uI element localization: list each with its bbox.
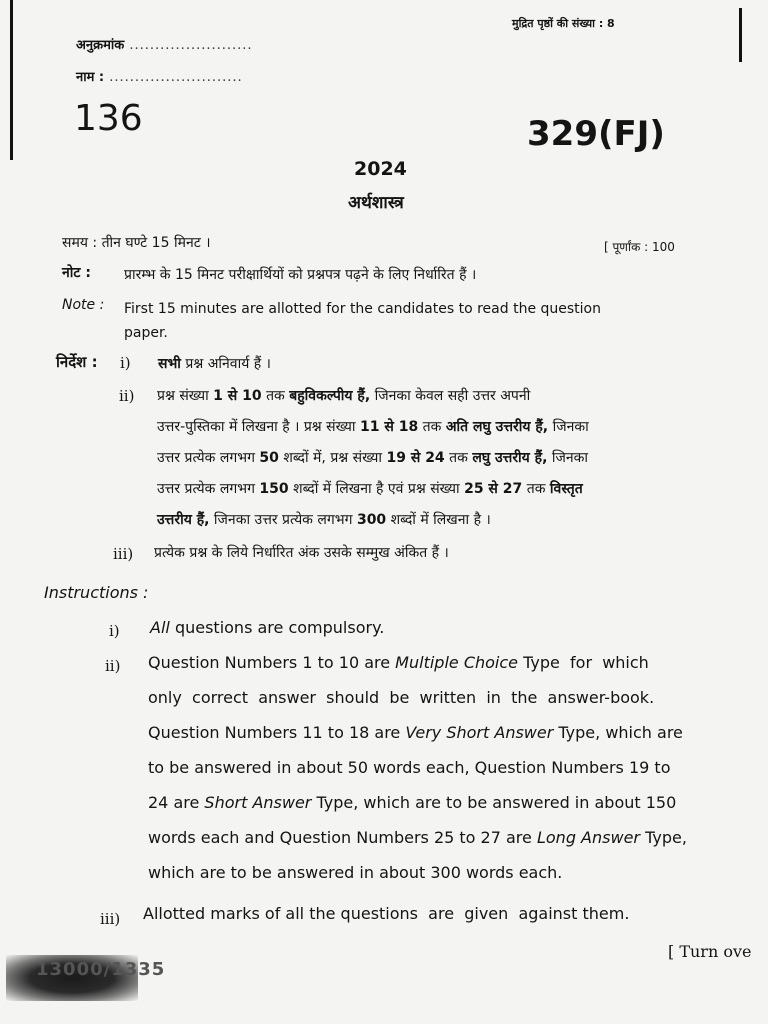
note-english-line-1: First 15 minutes are allotted for the candidates to read the question xyxy=(124,301,601,317)
italic-segment: All xyxy=(150,618,170,637)
bold-segment: 11 से 18 xyxy=(360,419,419,435)
hindi-item-i xyxy=(158,354,271,373)
english-item-ii-line-3 xyxy=(148,715,687,750)
english-item-ii-line-6 xyxy=(148,820,687,855)
text-segment: प्रश्न संख्या xyxy=(157,388,209,404)
hindi-instructions-label: निर्देश : xyxy=(56,353,98,371)
hindi-item-ii-number: ii) xyxy=(119,387,135,405)
hindi-item-iii-text: प्रत्येक प्रश्न के लिये निर्धारित अंक उसके सम्मुख अंकित हैं । xyxy=(154,545,449,561)
name-dots: .......................... xyxy=(109,70,243,85)
name-label: नाम : xyxy=(76,70,105,85)
italic-segment: Very Short Answer xyxy=(405,723,554,742)
hindi-item-ii-line-1 xyxy=(157,381,589,412)
hindi-item-i-number: i) xyxy=(120,354,131,372)
hindi-item-ii-line-2 xyxy=(157,412,589,443)
hindi-item-ii-line-5 xyxy=(157,505,589,536)
text-segment: तक xyxy=(422,419,442,435)
text-segment: तक xyxy=(526,481,546,497)
bold-segment: 300 xyxy=(356,512,387,528)
italic-segment: Multiple Choice xyxy=(395,653,518,672)
instructions-title: Instructions : xyxy=(44,583,149,602)
english-item-ii-number: ii) xyxy=(105,657,121,675)
text-segment: Type, which are xyxy=(558,723,683,742)
hindi-item-i-bold: सभी xyxy=(158,356,181,372)
bold-segment: 1 से 10 xyxy=(213,388,262,404)
turn-over-note: [ Turn ove xyxy=(668,942,752,961)
bold-segment: लघु उत्तरीय हैं, xyxy=(472,450,548,466)
note-hindi-label: नोट : xyxy=(62,265,91,281)
english-item-ii-line-1 xyxy=(148,645,687,680)
text-segment: Type, xyxy=(645,828,687,847)
hindi-item-ii-line-3 xyxy=(157,443,589,474)
text-segment: Question Numbers 11 to 18 are xyxy=(148,723,401,742)
english-item-ii-line-5 xyxy=(148,785,687,820)
bold-segment: 25 से 27 xyxy=(464,481,523,497)
bold-segment: विस्तृत xyxy=(549,481,583,497)
english-item-i xyxy=(150,610,384,645)
text-segment: words each and Question Numbers 25 to 27 are xyxy=(148,828,532,847)
bold-segment: 50 xyxy=(259,450,279,466)
printed-pages-count: मुद्रित पृष्ठों की संख्या : 8 xyxy=(512,17,615,30)
english-item-ii-line-7: which are to be answered in about 300 words each. xyxy=(148,863,563,882)
text-segment: Type for which xyxy=(523,653,649,672)
exam-year: 2024 xyxy=(354,158,407,180)
right-edge-line xyxy=(739,8,742,62)
handwritten-number: 136 xyxy=(74,98,143,139)
hindi-item-iii-number: iii) xyxy=(113,545,134,563)
footer-code: 13000/1335 xyxy=(36,959,166,980)
bold-segment: 19 से 24 xyxy=(386,450,445,466)
english-item-ii-line-4: to be answered in about 50 words each, Question Numbers 19 to xyxy=(148,758,671,777)
text-segment: शब्दों में लिखना है एवं प्रश्न संख्या xyxy=(293,481,460,497)
note-hindi-text: प्रारम्भ के 15 मिनट परीक्षार्थियों को प्रश्नपत्र पढ़ने के लिए निर्धारित हैं । xyxy=(124,267,477,283)
subject-title: अर्थशास्त्र xyxy=(348,193,404,213)
text-segment: शब्दों में लिखना है । xyxy=(390,512,491,528)
maximum-marks: [ पूर्णांक : 100 xyxy=(604,240,675,254)
english-item-ii xyxy=(148,645,687,890)
bold-segment: उत्तरीय हैं, xyxy=(157,512,210,528)
roll-number-field xyxy=(76,34,253,53)
text-segment: उत्तर प्रत्येक लगभग xyxy=(157,481,255,497)
hindi-item-ii xyxy=(157,381,589,536)
english-item-iii-text: Allotted marks of all the questions are given against them. xyxy=(143,904,630,923)
text-segment: उत्तर प्रत्येक लगभग xyxy=(157,450,255,466)
hindi-item-ii-line-4 xyxy=(157,474,589,505)
roll-number-dots: ........................ xyxy=(129,38,253,53)
text-segment: जिनका केवल सही उत्तर अपनी xyxy=(374,388,531,404)
italic-segment: Long Answer xyxy=(536,828,640,847)
bold-segment: अति लघु उत्तरीय हैं, xyxy=(445,419,549,435)
english-item-i-number: i) xyxy=(109,622,120,640)
time-allowed: समय : तीन घण्टे 15 मिनट । xyxy=(62,235,211,251)
text-segment: questions are compulsory. xyxy=(174,618,385,637)
note-english-line-2: paper. xyxy=(124,325,168,341)
text-segment: Question Numbers 1 to 10 are xyxy=(148,653,391,672)
paper-code: 329(FJ) xyxy=(527,114,665,154)
english-item-ii-line-2: only correct answer should be written in the answer-book. xyxy=(148,688,655,707)
hindi-item-i-text: प्रश्न अनिवार्य हैं । xyxy=(185,356,271,372)
text-segment: जिनका xyxy=(551,450,589,466)
italic-segment: Short Answer xyxy=(204,793,312,812)
text-segment: 24 are xyxy=(148,793,200,812)
text-segment: जिनका उत्तर प्रत्येक लगभग xyxy=(213,512,353,528)
smudged-print-code xyxy=(6,955,166,1001)
text-segment: Type, which are to be answered in about 150 xyxy=(316,793,677,812)
text-segment: शब्दों में, प्रश्न संख्या xyxy=(283,450,383,466)
left-edge-line xyxy=(10,0,13,160)
name-field xyxy=(76,66,243,85)
text-segment: तक xyxy=(449,450,468,466)
english-item-iii-number: iii) xyxy=(100,910,121,928)
bold-segment: बहुविकल्पीय हैं, xyxy=(289,388,371,404)
text-segment: जिनका xyxy=(552,419,589,435)
bold-segment: 150 xyxy=(259,481,289,497)
note-english-label: Note : xyxy=(62,297,105,313)
text-segment: तक xyxy=(266,388,285,404)
roll-number-label: अनुक्रमांक xyxy=(76,38,125,53)
text-segment: उत्तर-पुस्तिका में लिखना है । प्रश्न संख्या xyxy=(157,419,356,435)
